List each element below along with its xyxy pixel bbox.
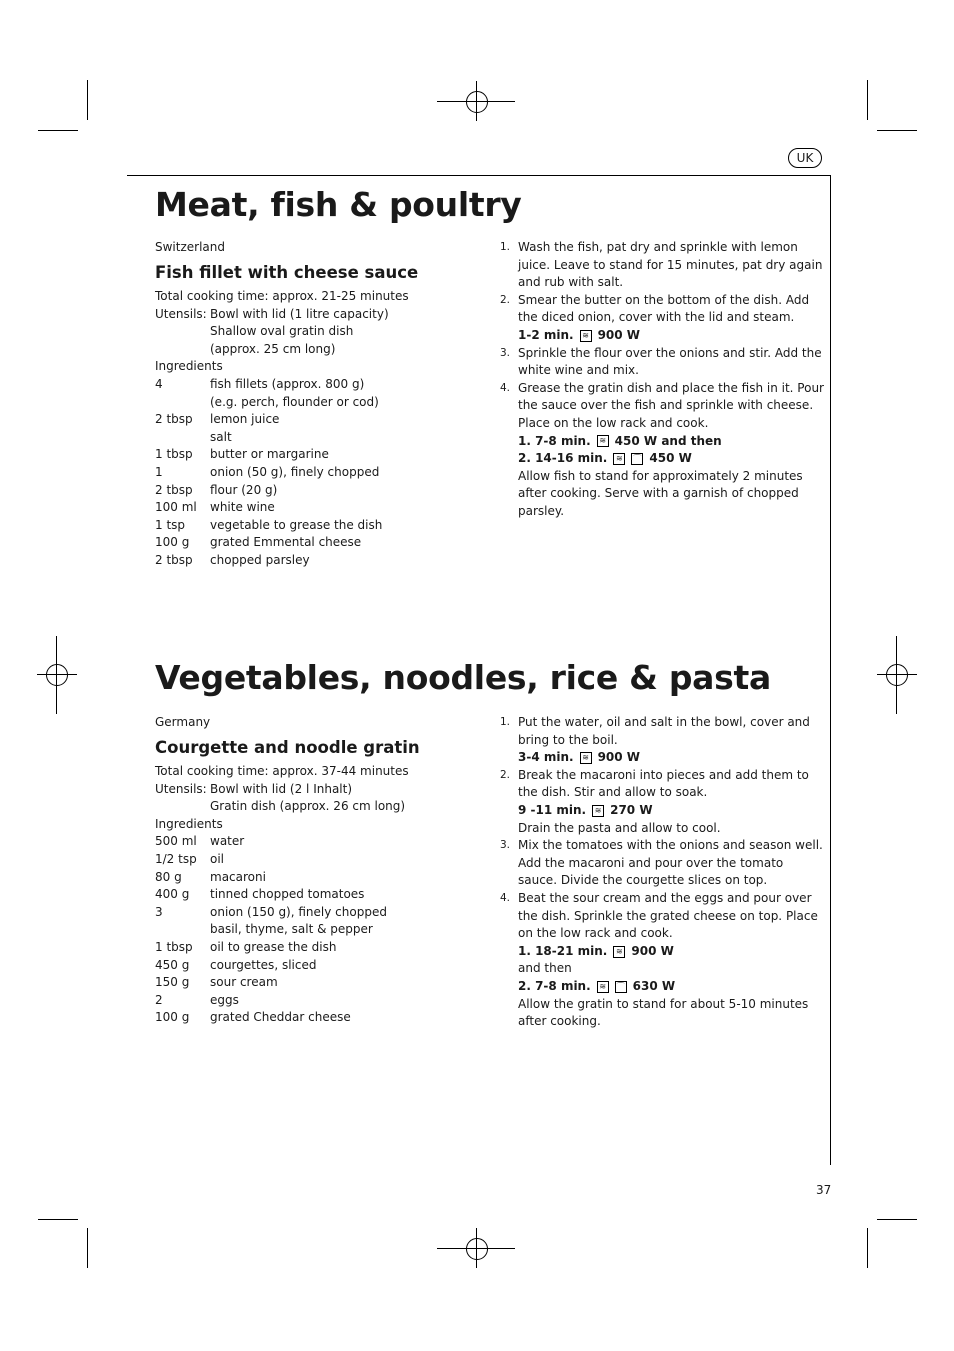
- step: [500, 837, 825, 890]
- step: [500, 890, 825, 1031]
- cooking-setting: [518, 433, 825, 451]
- ingredient-qty: 150 g: [155, 975, 190, 990]
- step: [500, 714, 825, 767]
- ingredient-item: vegetable to grease the dish: [210, 517, 383, 532]
- step-note: Allow fish to stand for approximately 2 minutes after cooking. Serve with a garnish of chopped parsley.: [518, 468, 803, 518]
- step-text: Grease the gratin dish and place the fish in it. Pour the sauce over the fish and sprinkle with cheese. Place on the low rack and cook.: [518, 380, 824, 430]
- step: [500, 239, 825, 292]
- ingredient-item: tinned chopped tomatoes: [210, 887, 365, 902]
- ingredient-item: flour (20 g): [210, 482, 278, 497]
- step: [500, 767, 825, 837]
- ingredient-item: fish fillets (approx. 800 g): [210, 377, 365, 391]
- ingredient-qty: 80 g: [155, 869, 182, 884]
- ingredient-qty: 4: [155, 377, 163, 391]
- page-number: 37: [816, 1183, 832, 1197]
- step-text: Break the macaroni into pieces and add them to the dish. Stir and allow to soak.: [518, 767, 809, 800]
- utensil-item: Gratin dish (approx. 26 cm long): [210, 799, 406, 814]
- cooking-time: Total cooking time: approx. 37-44 minutes: [155, 764, 409, 778]
- ingredient-item: butter or margarine: [210, 447, 329, 462]
- registration-mark-icon: [466, 91, 488, 113]
- registration-mark-icon: [886, 664, 908, 686]
- registration-line: [56, 636, 57, 714]
- ingredient-item: grated Emmental cheese: [210, 535, 362, 550]
- language-badge: UK: [788, 148, 822, 168]
- setting-time: 1-2 min.: [518, 327, 574, 342]
- section-title: Meat, fish & poultry: [155, 185, 522, 224]
- step-number: 3.: [500, 839, 511, 852]
- ingredient-item: chopped parsley: [210, 553, 310, 567]
- registration-line: [37, 674, 77, 675]
- ingredient-item: basil, thyme, salt & pepper: [210, 922, 373, 937]
- microwave-icon: ≋: [592, 805, 604, 817]
- setting-power: 450 W and then: [614, 433, 722, 448]
- ingredient-qty: 100 ml: [155, 500, 197, 515]
- cooking-setting: [518, 802, 825, 820]
- registration-line: [476, 81, 477, 121]
- ingredient-item: lemon juice: [210, 412, 280, 427]
- utensil-item: (approx. 25 cm long): [210, 341, 336, 356]
- ingredient-qty: 100 g: [155, 1010, 190, 1025]
- cooking-time: Total cooking time: approx. 21-25 minutes: [155, 289, 409, 303]
- setting-power: 900 W: [597, 327, 641, 342]
- recipe-country: Switzerland: [155, 240, 225, 254]
- registration-mark-icon: [46, 664, 68, 686]
- grill-icon: ⌒: [633, 453, 642, 463]
- ingredient-item: grated Cheddar cheese: [210, 1010, 351, 1025]
- ingredient-item: onion (50 g), finely chopped: [210, 465, 380, 479]
- utensils-label: Utensils:: [155, 306, 207, 321]
- ingredient-qty: 2 tbsp: [155, 482, 193, 497]
- crop-mark: [877, 1219, 917, 1220]
- setting-power: 900 W: [597, 750, 641, 765]
- setting-power: 270 W: [610, 802, 653, 817]
- step-note: Drain the pasta and allow to cool.: [518, 820, 721, 835]
- ingredient-qty: 1 tbsp: [155, 447, 193, 462]
- microwave-icon: ≋: [597, 981, 609, 993]
- recipe-title: Fish fillet with cheese sauce: [155, 263, 419, 282]
- cooking-setting: [518, 978, 825, 996]
- ingredients-label: Ingredients: [155, 359, 223, 374]
- utensil-item: Bowl with lid (1 litre capacity): [210, 306, 389, 321]
- margin-rule: [830, 175, 831, 1165]
- ingredient-item: salt: [210, 429, 232, 444]
- crop-mark: [867, 1228, 868, 1268]
- step: [500, 292, 825, 345]
- setting-time: 9 -11 min.: [518, 802, 587, 817]
- method-steps: [500, 239, 825, 521]
- cooking-setting: [518, 943, 825, 961]
- ingredient-item: oil to grease the dish: [210, 940, 337, 954]
- ingredient-qty: 1 tsp: [155, 517, 186, 532]
- step-text: Beat the sour cream and the eggs and pour over the dish. Sprinkle the grated cheese on top. Place on the low rack and cook.: [518, 890, 818, 941]
- crop-mark: [38, 1219, 78, 1220]
- recipe-country: Germany: [155, 715, 211, 729]
- recipe-title: Courgette and noodle gratin: [155, 738, 420, 757]
- section-title: Vegetables, noodles, rice & pasta: [155, 658, 771, 697]
- ingredients-label: Ingredients: [155, 816, 223, 831]
- utensil-item: Bowl with lid (2 l Inhalt): [210, 781, 353, 796]
- microwave-icon: ≋: [580, 330, 592, 342]
- utensil-item: Shallow oval gratin dish: [210, 324, 354, 339]
- step-number: 3.: [500, 346, 511, 359]
- crop-mark: [87, 1228, 88, 1268]
- ingredient-qty: 400 g: [155, 887, 190, 902]
- registration-line: [476, 1228, 477, 1268]
- registration-line: [896, 636, 897, 714]
- ingredient-qty: 450 g: [155, 957, 190, 972]
- ingredient-item: white wine: [210, 500, 275, 515]
- ingredient-item: water: [210, 834, 245, 849]
- setting-time: 3-4 min.: [518, 750, 574, 765]
- cooking-setting: [518, 327, 825, 345]
- step-note: and then: [518, 961, 572, 976]
- setting-time: 2. 7-8 min.: [518, 978, 591, 993]
- microwave-icon: ≋: [580, 752, 592, 764]
- ingredient-qty: 3: [155, 904, 163, 919]
- microwave-icon: ≋: [597, 435, 609, 447]
- ingredient-qty: 1 tbsp: [155, 940, 193, 954]
- cooking-setting: [518, 450, 825, 468]
- step-number: 2.: [500, 293, 511, 306]
- microwave-icon: ≋: [613, 453, 625, 465]
- setting-time: 2. 14-16 min.: [518, 451, 608, 466]
- registration-mark-icon: [466, 1238, 488, 1260]
- step-text: Mix the tomatoes with the onions and season well. Add the macaroni and pour over the tomato sauce. Divide the courgette slices on top.: [518, 838, 823, 888]
- step-text: Smear the butter on the bottom of the dish. Add the diced onion, cover with the lid and steam.: [518, 292, 810, 325]
- crop-mark: [877, 130, 917, 131]
- ingredient-item: onion (150 g), finely chopped: [210, 904, 387, 919]
- ingredient-item: macaroni: [210, 869, 266, 884]
- ingredient-item: (e.g. perch, flounder or cod): [210, 394, 379, 409]
- step-text: Put the water, oil and salt in the bowl, cover and bring to the boil.: [518, 715, 810, 747]
- setting-power: 900 W: [631, 943, 674, 958]
- step-number: 1.: [500, 241, 511, 253]
- crop-mark: [867, 80, 868, 120]
- ingredient-qty: 1: [155, 465, 163, 479]
- step-number: 1.: [500, 716, 511, 728]
- utensils-label: Utensils:: [155, 781, 207, 796]
- grill-icon: ⌒: [616, 981, 625, 991]
- method-steps: [500, 714, 825, 1031]
- step: [500, 345, 825, 380]
- crop-mark: [87, 80, 88, 120]
- ingredient-qty: 2 tbsp: [155, 412, 193, 427]
- cooking-setting: [518, 749, 825, 767]
- step: [500, 380, 825, 521]
- ingredient-qty: 500 ml: [155, 834, 197, 849]
- ingredient-item: sour cream: [210, 975, 278, 990]
- setting-power: 630 W: [632, 978, 676, 993]
- header-rule: [127, 175, 831, 176]
- ingredient-qty: 1/2 tsp: [155, 852, 197, 866]
- step-number: 4.: [500, 381, 511, 394]
- ingredient-qty: 2 tbsp: [155, 553, 193, 567]
- step-note: Allow the gratin to stand for about 5-10 minutes after cooking.: [518, 996, 809, 1029]
- ingredient-item: eggs: [210, 992, 239, 1007]
- ingredient-qty: 2: [155, 992, 163, 1007]
- ingredient-qty: 100 g: [155, 535, 190, 550]
- ingredient-item: oil: [210, 852, 225, 866]
- registration-line: [877, 674, 917, 675]
- microwave-icon: ≋: [613, 946, 625, 958]
- step-text: Wash the fish, pat dry and sprinkle with lemon juice. Leave to stand for 15 minutes, pat dry again and rub with salt.: [518, 240, 823, 290]
- setting-time: 1. 7-8 min.: [518, 433, 591, 448]
- step-number: 4.: [500, 891, 511, 904]
- setting-time: 1. 18-21 min.: [518, 943, 608, 958]
- ingredient-item: courgettes, sliced: [210, 957, 317, 972]
- step-number: 2.: [500, 768, 511, 781]
- setting-power: 450 W: [649, 451, 692, 466]
- step-text: Sprinkle the flour over the onions and stir. Add the white wine and mix.: [518, 345, 822, 378]
- crop-mark: [38, 130, 78, 131]
